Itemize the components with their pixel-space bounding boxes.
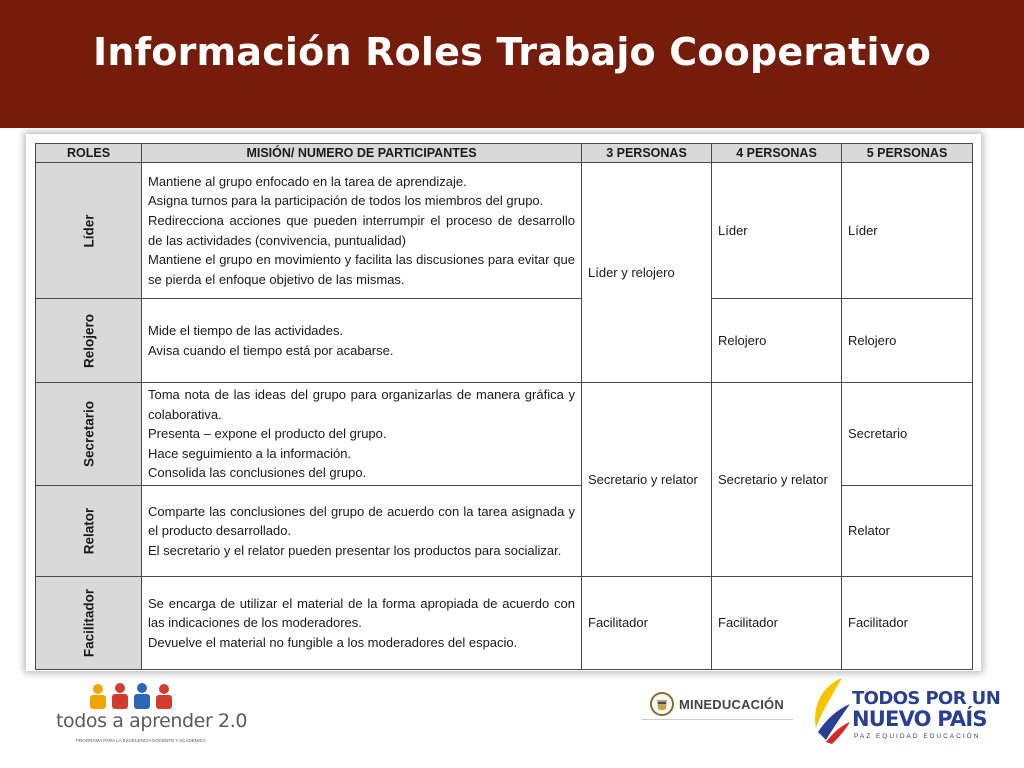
- p4-facilitador-cell: Facilitador: [712, 576, 842, 669]
- role-label-relator: Relator: [81, 507, 96, 555]
- roles-table: [35, 143, 973, 670]
- role-label-secretario: Secretario: [81, 400, 96, 468]
- mineducacion-logo: [641, 689, 793, 719]
- mission-line: Redirecciona acciones que pueden interrumpir el proceso de desarrollo de las actividades (convivencia, puntualidad): [148, 212, 575, 248]
- header-5-personas: 5 PERSONAS: [842, 144, 973, 163]
- mission-cell-lider: [142, 163, 582, 299]
- role-cell-relator: [36, 485, 142, 576]
- p5-relator-cell: Relator: [842, 485, 973, 576]
- table-row-secretario: [36, 383, 973, 486]
- slide-title: Información Roles Trabajo Cooperativo: [92, 30, 932, 74]
- mission-line: Devuelve el material no fungible a los moderadores del espacio.: [148, 634, 518, 650]
- title-bar: [0, 0, 1024, 128]
- mission-line: Mantiene al grupo enfocado en la tarea de aprendizaje.: [148, 173, 467, 189]
- p3-lider-relojero-cell: Líder y relojero: [582, 163, 712, 383]
- role-cell-relojero: [36, 299, 142, 383]
- header-3-personas: 3 PERSONAS: [582, 144, 712, 163]
- mission-cell-relator: [142, 485, 582, 576]
- p4-lider-cell: Líder: [712, 163, 842, 299]
- header-4-personas: 4 PERSONAS: [712, 144, 842, 163]
- role-label-facilitador: Facilitador: [81, 588, 96, 658]
- role-label-relojero: Relojero: [81, 313, 96, 368]
- p3-secretario-relator-cell: Secretario y relator: [582, 383, 712, 577]
- role-cell-lider: [36, 163, 142, 299]
- mission-line: El secretario y el relator pueden presentar los productos para socializar.: [148, 542, 562, 558]
- tpun-line-3: PAZ EQUIDAD EDUCACIÓN: [854, 733, 981, 740]
- mission-line: Toma nota de las ideas del grupo para organizarlas de manera gráfica y colaborativa.: [148, 387, 575, 422]
- role-cell-secretario: [36, 383, 142, 486]
- mission-line: Presenta – expone el producto del grupo.: [148, 426, 387, 442]
- mineducacion-text: MINEDUCACIÓN: [679, 697, 784, 712]
- p5-lider-cell: Líder: [842, 163, 973, 299]
- mission-line: Consolida las conclusiones del grupo.: [148, 465, 367, 481]
- p5-facilitador-cell: Facilitador: [842, 576, 973, 669]
- mission-cell-relojero: [142, 299, 582, 383]
- role-cell-facilitador: [36, 576, 142, 669]
- roles-table-card: [26, 134, 981, 671]
- p3-facilitador-cell: Facilitador: [582, 576, 712, 669]
- p5-secretario-cell: Secretario: [842, 383, 973, 486]
- todos-a-aprender-logo: [56, 680, 248, 750]
- table-row-facilitador: [36, 576, 973, 669]
- mission-line: Se encarga de utilizar el material de la forma apropiada de acuerdo con las indicaciones de los moderadores.: [148, 595, 575, 631]
- table-header-row: [36, 144, 973, 163]
- p4-relojero-cell: Relojero: [712, 299, 842, 383]
- header-roles: ROLES: [36, 144, 142, 163]
- mission-line: Mide el tiempo de las actividades.: [148, 322, 344, 338]
- header-mission: MISIÓN/ NUMERO DE PARTICIPANTES: [142, 144, 582, 163]
- mission-line: Mantiene el grupo en movimiento y facilita las discusiones para evitar que se pierda el enfoque objetivo de las mismas.: [148, 252, 575, 287]
- mission-cell-secretario: [142, 383, 582, 486]
- todos-a-aprender-subtitle: PROGRAMA PARA LA EXCELENCIA DOCENTE Y ACADÉMICA: [76, 738, 207, 743]
- people-figures-icon: [86, 682, 174, 712]
- p4-secretario-relator-cell: Secretario y relator: [712, 383, 842, 577]
- tpun-line-2: NUEVO PAÍS: [852, 707, 987, 731]
- table-row-lider: [36, 163, 973, 299]
- mission-line: Comparte las conclusiones del grupo de acuerdo con la tarea asignada y el producto desarrollado.: [148, 503, 575, 539]
- table-row-relojero: [36, 299, 973, 383]
- role-label-lider: Líder: [81, 213, 96, 248]
- mission-line: Hace seguimiento a la información.: [148, 445, 352, 461]
- mission-line: Asigna turnos para la participación de todos los miembros del grupo.: [148, 193, 544, 209]
- mission-cell-facilitador: [142, 576, 582, 669]
- p5-relojero-cell: Relojero: [842, 299, 973, 383]
- colombia-flag-swoosh-icon: [806, 676, 852, 746]
- todos-por-un-nuevo-pais-logo: [806, 676, 1016, 748]
- todos-a-aprender-text: todos a aprender 2.0: [56, 710, 248, 732]
- mineducacion-divider: [641, 719, 793, 720]
- mission-line: Avisa cuando el tiempo está por acabarse.: [148, 342, 394, 358]
- tpun-line-1: TODOS POR UN: [852, 688, 1001, 709]
- coat-of-arms-icon: [649, 691, 675, 717]
